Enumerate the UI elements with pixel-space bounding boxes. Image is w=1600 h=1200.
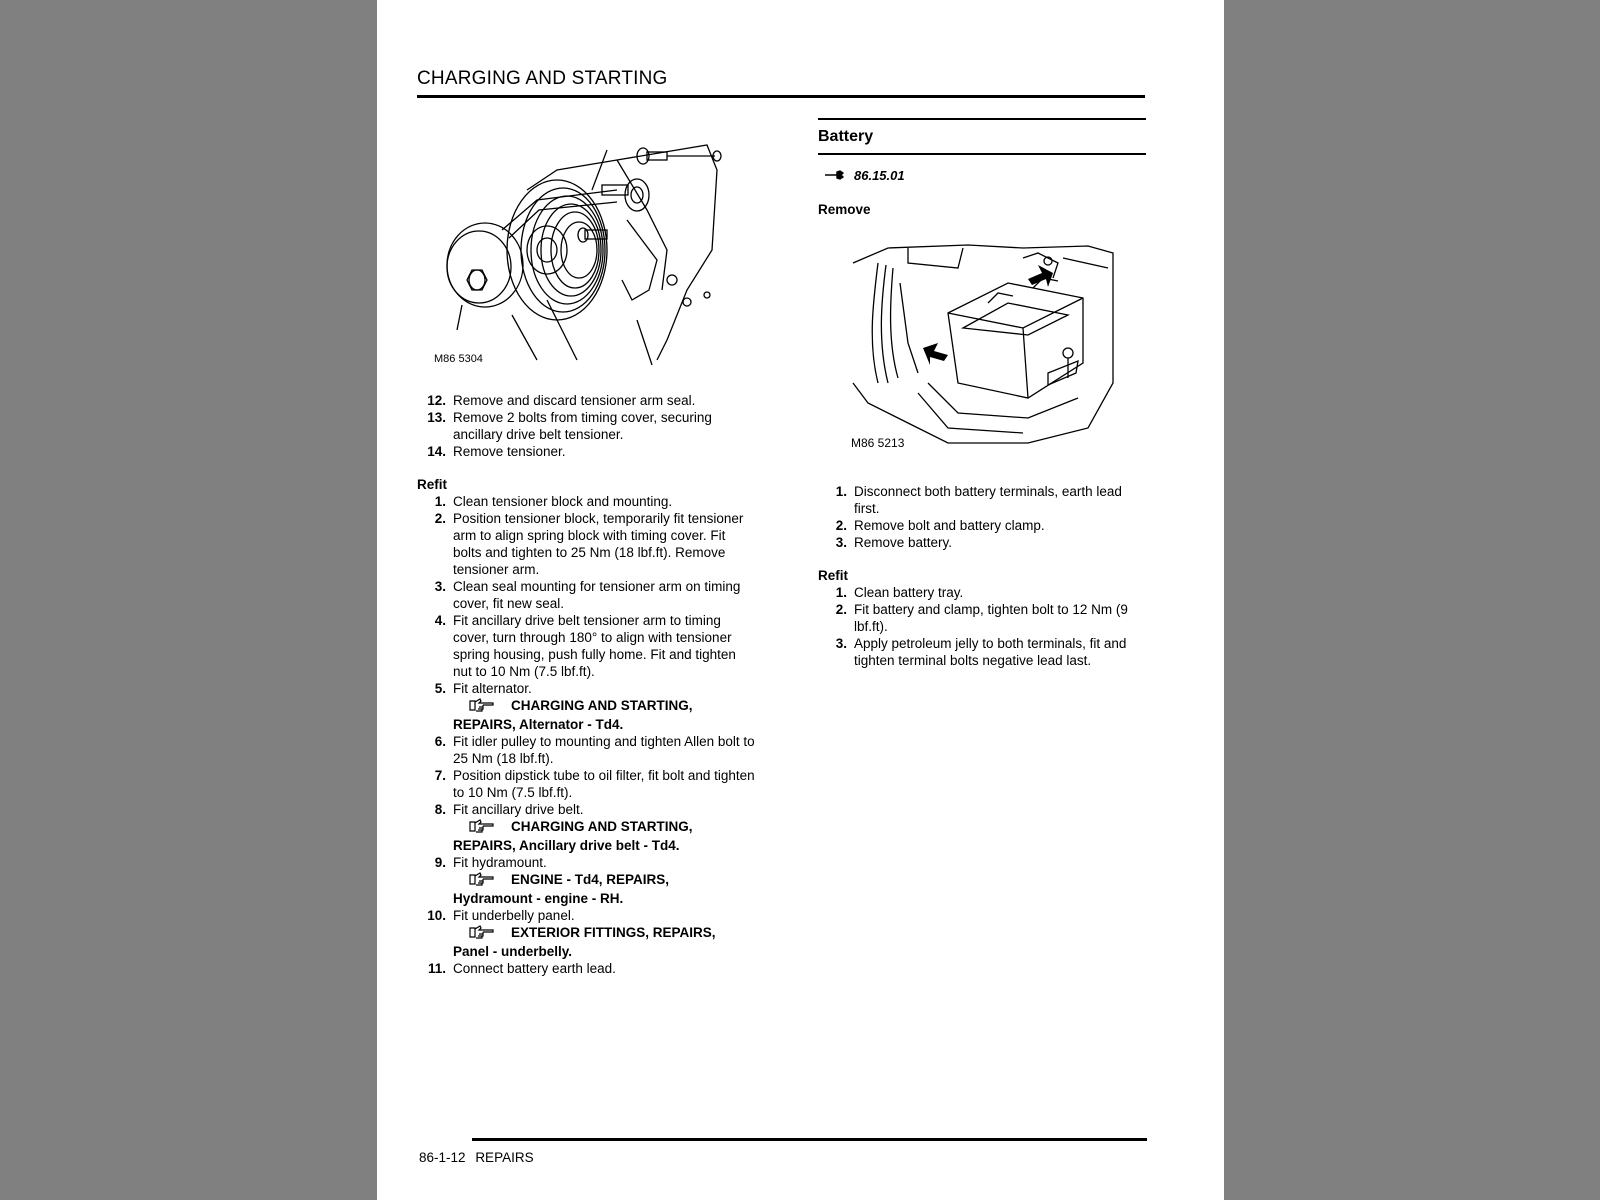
step-text: Fit ancillary drive belt tensioner arm to timing cover, turn through 180° to align with tensioner spring housing, push fully home. Fit and tighten nut to 10 Nm (7.5 lbf.ft). (453, 613, 736, 679)
list-item (417, 854, 757, 907)
footer-section: REPAIRS (475, 1150, 534, 1165)
step-number: 14. (427, 444, 446, 459)
cross-reference[interactable] (453, 924, 757, 960)
figure-label: M86 5213 (851, 436, 905, 450)
cross-reference-line-1[interactable]: CHARGING AND STARTING, (511, 698, 693, 713)
refit-heading-battery: Refit (818, 568, 848, 583)
step-text-wrap (854, 601, 1146, 635)
list-item (818, 534, 1146, 551)
step-number: 7. (434, 768, 446, 783)
list-item (417, 612, 757, 680)
list-item (417, 767, 757, 801)
step-text-wrap (453, 960, 757, 977)
list-item (417, 733, 757, 767)
wrench-icon (824, 167, 844, 184)
cross-reference[interactable] (453, 818, 757, 854)
step-number: 1. (434, 494, 446, 509)
cross-reference-line-1[interactable]: CHARGING AND STARTING, (511, 819, 693, 834)
list-item (818, 635, 1146, 669)
step-text: Remove battery. (854, 535, 953, 550)
step-text: Position tensioner block, temporarily fit tensioner arm to align spring block with timing cover. Fit bolts and tighten to 25 Nm (18 lbf.ft). Remove tensioner arm. (453, 511, 744, 577)
step-text-wrap (453, 409, 757, 443)
battery-drawing (848, 243, 1148, 458)
step-text-wrap (453, 767, 757, 801)
step-number: 2. (835, 518, 847, 533)
arrow-icon (923, 343, 948, 365)
list-item (417, 680, 757, 733)
step-text: Fit idler pulley to mounting and tighten Allen bolt to 25 Nm (18 lbf.ft). (453, 734, 755, 766)
list-item (818, 483, 1146, 517)
step-number: 1. (835, 585, 847, 600)
step-number: 2. (835, 602, 847, 617)
cross-reference-line-1[interactable]: ENGINE - Td4, REPAIRS, (511, 872, 670, 887)
refit-steps (417, 493, 757, 977)
tensioner-illustration (417, 130, 737, 370)
figure-label: M86 5304 (434, 353, 483, 365)
step-number: 1. (835, 484, 847, 499)
step-text: Position dipstick tube to oil filter, fit bolt and tighten to 10 Nm (7.5 lbf.ft). (453, 768, 755, 800)
step-text: Disconnect both battery terminals, earth lead first. (854, 484, 1122, 516)
step-text-wrap (453, 392, 757, 409)
cross-reference[interactable] (453, 871, 757, 907)
remove-steps (818, 483, 1146, 551)
step-number: 5. (434, 681, 446, 696)
page-title: CHARGING AND STARTING (417, 68, 668, 89)
step-number: 2. (434, 511, 446, 526)
list-item (417, 493, 757, 510)
step-text: Remove tensioner. (453, 444, 566, 459)
step-text: Fit battery and clamp, tighten bolt to 12 Nm (9 lbf.ft). (854, 602, 1128, 634)
manual-page (377, 0, 1224, 1200)
step-text-wrap (854, 635, 1146, 669)
step-number: 11. (427, 961, 446, 976)
pointing-hand-icon (469, 925, 503, 943)
battery-illustration (818, 243, 1146, 473)
list-item (818, 517, 1146, 534)
tensioner-drawing (417, 130, 737, 370)
page-number: 86-1-12 (419, 1150, 466, 1165)
step-text: Fit hydramount. (453, 855, 547, 870)
step-number: 4. (434, 613, 446, 628)
step-text: Clean seal mounting for tensioner arm on timing cover, fit new seal. (453, 579, 741, 611)
step-text-wrap (453, 578, 757, 612)
step-text: Remove 2 bolts from timing cover, securing ancillary drive belt tensioner. (453, 410, 712, 442)
step-text: Apply petroleum jelly to both terminals, fit and tighten terminal bolts negative lead last. (854, 636, 1127, 668)
pointing-hand-icon (469, 819, 503, 837)
refit-heading: Refit (417, 477, 447, 492)
list-item (417, 443, 757, 460)
list-item (417, 409, 757, 443)
cross-reference-line-2[interactable]: REPAIRS, Alternator - Td4. (453, 717, 624, 732)
operation-number-text: 86.15.01 (854, 168, 905, 183)
step-text: Remove and discard tensioner arm seal. (453, 393, 696, 408)
step-text-wrap (453, 493, 757, 510)
cross-reference-line-2[interactable]: Panel - underbelly. (453, 944, 573, 959)
step-text-wrap (453, 510, 757, 578)
cross-reference-line-2[interactable]: REPAIRS, Ancillary drive belt - Td4. (453, 838, 680, 853)
refit-steps-battery (818, 584, 1146, 669)
step-text-wrap (453, 733, 757, 767)
operation-number (818, 167, 1146, 184)
step-number: 3. (434, 579, 446, 594)
step-text-wrap (453, 801, 757, 854)
step-text-wrap (453, 680, 757, 733)
step-text: Clean battery tray. (854, 585, 964, 600)
step-text: Fit alternator. (453, 681, 532, 696)
cross-reference[interactable] (453, 697, 757, 733)
right-column (818, 118, 1146, 669)
pointing-hand-icon (469, 698, 503, 716)
list-item (417, 392, 757, 409)
step-text-wrap (854, 517, 1146, 534)
step-text-wrap (453, 907, 757, 960)
list-item (818, 601, 1146, 635)
list-item (417, 801, 757, 854)
list-item (417, 960, 757, 977)
step-number: 8. (434, 802, 446, 817)
step-text-wrap (453, 612, 757, 680)
remove-heading: Remove (818, 202, 871, 217)
step-number: 12. (427, 393, 446, 408)
arrow-icon (1028, 265, 1053, 287)
section-title: Battery (818, 128, 874, 145)
list-item (417, 510, 757, 578)
step-text: Connect battery earth lead. (453, 961, 616, 976)
step-text-wrap (854, 584, 1146, 601)
step-text-wrap (854, 534, 1146, 551)
step-number: 9. (434, 855, 446, 870)
step-number: 13. (427, 410, 446, 425)
header-rule (417, 95, 1145, 98)
section-rule-bottom (818, 153, 1146, 155)
step-text: Fit ancillary drive belt. (453, 802, 584, 817)
list-item (417, 578, 757, 612)
list-item (818, 584, 1146, 601)
remove-steps-continued (417, 392, 757, 460)
step-text-wrap (453, 854, 757, 907)
step-number: 3. (835, 535, 847, 550)
cross-reference-line-2[interactable]: Hydramount - engine - RH. (453, 891, 624, 906)
step-text: Remove bolt and battery clamp. (854, 518, 1045, 533)
page-footer (419, 1150, 540, 1165)
step-number: 10. (427, 908, 446, 923)
cross-reference-line-1[interactable]: EXTERIOR FITTINGS, REPAIRS, (511, 925, 716, 940)
step-text-wrap (854, 483, 1146, 517)
step-number: 6. (434, 734, 446, 749)
step-text: Fit underbelly panel. (453, 908, 575, 923)
footer-rule (472, 1138, 1147, 1141)
pointing-hand-icon (469, 872, 503, 890)
step-text-wrap (453, 443, 757, 460)
step-text: Clean tensioner block and mounting. (453, 494, 673, 509)
list-item (417, 907, 757, 960)
left-column (417, 130, 757, 977)
step-number: 3. (835, 636, 847, 651)
section-rule-top (818, 118, 1146, 120)
